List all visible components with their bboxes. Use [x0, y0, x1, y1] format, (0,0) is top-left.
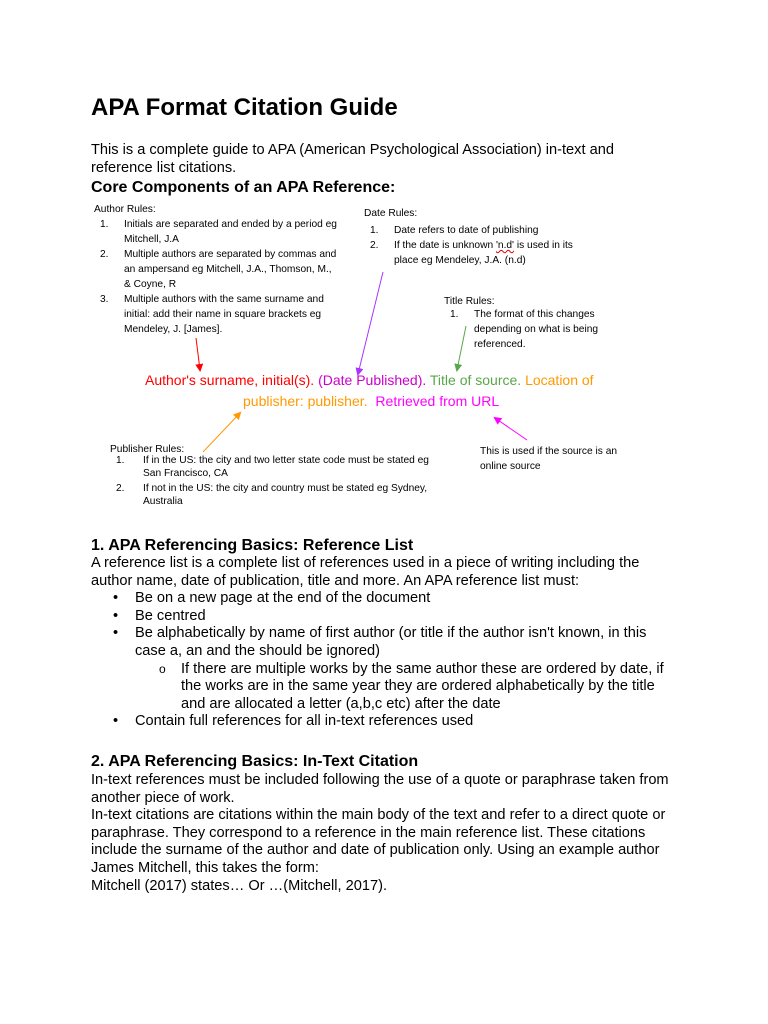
page-title: APA Format Citation Guide [91, 94, 398, 121]
core-components-heading: Core Components of an APA Reference: [91, 179, 396, 196]
ref-date: (Date Published). [318, 372, 427, 388]
intro-paragraph: This is a complete guide to APA (American Psychological Association) in-text and reference list citations. [91, 142, 614, 176]
author-rule-item: 1. Initials are separated and ended by a period eg Mitchell, J.A [100, 219, 337, 245]
section2-paragraph-2: In-text citations are citations within the main body of the text and refer to a direct quote or paraphrase. They correspond to a reference in the main reference list. These citations include the surname of the author and date of publication only. Using an example author James Mitchell, this takes the form: [91, 807, 666, 876]
section1-paragraph: A reference list is a complete list of references used in a piece of writing including the author name, date of publication, title and more. An APA reference list must: [91, 555, 640, 589]
section2-heading: 2. APA Referencing Basics: In-Text Citation [91, 753, 419, 770]
list-item: • Be centred [113, 607, 206, 624]
author-rules-heading: Author Rules: [94, 204, 156, 215]
section2-body [91, 772, 676, 895]
date-rules-heading: Date Rules: [364, 208, 418, 219]
list-item: • Be alphabetically by name of first author (or title if the author isn't known, in this case a, an and the should be ignored) o If there are multiple works by the same author these are ordered by date, if the works are in the same year they are ordered alphabetically by the title and are allocated a letter (a,b,c etc) after the date [91, 625, 676, 713]
ref-author: Author's surname, initial(s). [145, 372, 315, 388]
list-item: • Contain full references for all in-text references used [113, 713, 474, 730]
ref-publisher: publisher: publisher. [243, 393, 368, 409]
author-rule-item: 3. Multiple authors with the same surname and initial: add their name in square brackets eg Mendeley, J. [James]. [100, 294, 324, 335]
publisher-rule-item: 1. If in the US: the city and two letter state code must be stated eg San Francisco, CA [116, 455, 429, 479]
sub-list-item: o If there are multiple works by the same author these are ordered by date, if the works are in the same year they are ordered alphabetically by the title and are allocated a letter (a,b,c etc) after the date [159, 660, 664, 712]
date-rule-item: 2. If the date is unknown 'n.d' is used in its place eg Mendeley, J.A. (n.d) [370, 240, 573, 266]
online-source-note: This is used if the source is an online source [480, 446, 618, 472]
publisher-rules-heading: Publisher Rules: [110, 444, 185, 455]
publisher-rule-item: 2. If not in the US: the city and country must be stated eg Sydney, Australia [116, 483, 428, 507]
section1-heading: 1. APA Referencing Basics: Reference List [91, 537, 414, 554]
section2-paragraph-3: Mitchell (2017) states… Or …(Mitchell, 2017). [91, 877, 388, 894]
title-rules-heading: Title Rules: [444, 296, 495, 307]
date-arrow [358, 272, 383, 374]
ref-location: Location of [525, 372, 594, 388]
title-rule-item: 1. The format of this changes depending on what is being referenced. [450, 309, 599, 350]
publisher-rules [110, 442, 440, 508]
url-arrow [495, 418, 527, 440]
section2-paragraph-1: In-text references must be included following the use of a quote or paraphrase taken from another piece of work. [91, 772, 669, 806]
ref-retrieved: Retrieved from URL [375, 393, 500, 409]
title-arrow [457, 326, 466, 370]
ref-title: Title of source. [429, 372, 522, 388]
section1-body [91, 555, 676, 731]
author-rule-item: 2. Multiple authors are separated by commas and an ampersand eg Mitchell, J.A., Thomson, M., & Coyne, R [100, 249, 337, 290]
date-rule-item: 1. Date refers to date of publishing [370, 225, 539, 236]
list-item: • Be on a new page at the end of the document [113, 590, 431, 607]
author-arrow [196, 338, 200, 370]
